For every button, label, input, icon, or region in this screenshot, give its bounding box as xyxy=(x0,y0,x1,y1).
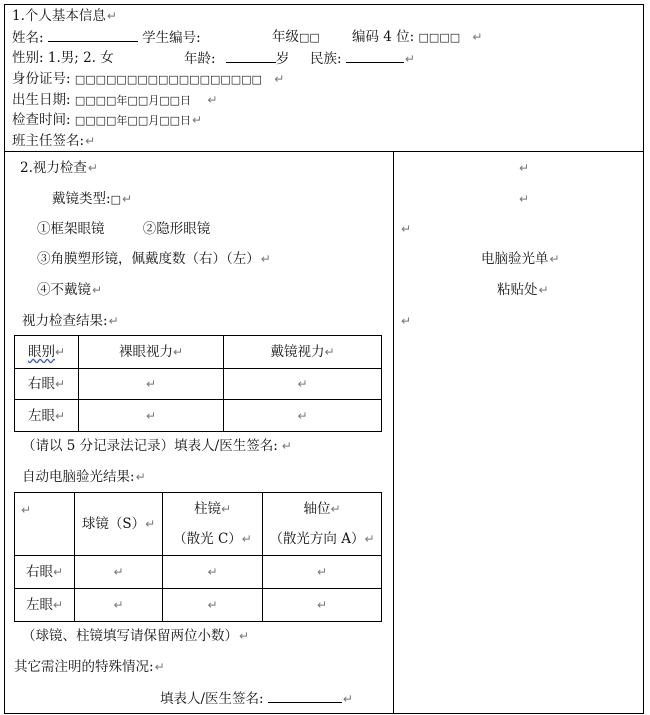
vision-cell-left-naked[interactable]: ↵ xyxy=(79,400,224,432)
name-field[interactable] xyxy=(48,28,138,42)
student-id-label: 学生编号: xyxy=(142,30,201,46)
refraction-header-row xyxy=(15,493,382,556)
vision-row-right xyxy=(15,369,382,400)
vision-header-row xyxy=(15,336,382,369)
vision-cell-left-corrected[interactable]: ↵ xyxy=(224,400,382,432)
gender-options[interactable]: 1.男; 2. 女 xyxy=(47,50,114,66)
vision-note: （请以 5 分记录法记录）填表人/医生签名: ↵ xyxy=(22,438,292,454)
exam-row: 检查时间: □□□□年□□月□□日↵ xyxy=(12,112,203,128)
age-group xyxy=(184,49,289,68)
grade-group xyxy=(272,28,320,47)
refraction-row-left xyxy=(15,589,382,622)
id-card-label: 身份证号: xyxy=(12,71,71,87)
ethnicity-field[interactable] xyxy=(346,49,404,63)
vision-cell-right-corrected[interactable]: ↵ xyxy=(224,369,382,400)
vision-header-naked: 裸眼视力↵ xyxy=(79,336,224,369)
special-row: 其它需注明的特殊情况:↵ xyxy=(14,659,165,675)
name-row xyxy=(12,28,201,47)
paste-return-2: ↵ xyxy=(519,192,530,206)
paste-area-line1: 电脑验光单↵ xyxy=(481,251,560,267)
refraction-row-label: 右眼↵ xyxy=(15,556,75,589)
age-field[interactable] xyxy=(226,49,276,63)
teacher-sign-row: 班主任签名:↵ xyxy=(12,133,96,149)
age-label: 年龄: xyxy=(184,51,216,67)
section1-title: 1.个人基本信息↵ xyxy=(12,8,117,24)
refraction-header-axis: 轴位↵ （散光方向 A）↵ xyxy=(263,493,382,556)
refraction-label: 自动电脑验光结果:↵ xyxy=(22,469,146,485)
filler-sign-label: 填表人/医生签名: xyxy=(160,691,264,707)
ethnicity-group: 民族: ↵ xyxy=(310,51,415,67)
paste-return-3: ↵ xyxy=(401,222,412,236)
exam-value[interactable]: □□□□年□□月□□日 xyxy=(74,114,192,127)
refraction-note: （球镜、柱镜填写请保留两位小数）↵ xyxy=(22,628,250,644)
age-unit: 岁 xyxy=(275,51,290,67)
refraction-cell-left-axis[interactable]: ↵ xyxy=(263,589,382,622)
paste-area-line2: 粘贴处↵ xyxy=(497,282,549,298)
birth-value[interactable]: □□□□年□□月□□日 xyxy=(74,94,192,107)
lens-type-box[interactable]: □ xyxy=(110,193,121,206)
refraction-cell-right-sphere[interactable]: ↵ xyxy=(75,556,163,589)
gender-label: 性别: xyxy=(12,50,44,66)
refraction-cell-right-axis[interactable]: ↵ xyxy=(263,556,382,589)
code-label: 编码 4 位: xyxy=(352,29,415,45)
section2-title: 2.视力检查↵ xyxy=(20,160,98,176)
birth-row: 出生日期: □□□□年□□月□□日 ↵ xyxy=(12,92,218,108)
id-card-row: 身份证号: □□□□□□□□□□□□□□□□□□ ↵ xyxy=(12,71,285,87)
refraction-header-corner: ↵ xyxy=(15,493,75,556)
vision-result-label: 视力检查结果:↵ xyxy=(22,313,119,329)
refraction-table xyxy=(14,492,382,622)
refraction-cell-left-cylinder[interactable]: ↵ xyxy=(163,589,263,622)
ethnicity-label: 民族: xyxy=(310,51,342,67)
vision-cell-right-naked[interactable]: ↵ xyxy=(79,369,224,400)
birth-label: 出生日期: xyxy=(12,92,71,108)
column-divider xyxy=(393,151,394,714)
refraction-row-label: 左眼↵ xyxy=(15,589,75,622)
refraction-header-sphere: 球镜（S）↵ xyxy=(75,493,163,556)
lens-type-label: 戴镜类型: xyxy=(52,191,111,207)
exam-label: 检查时间: xyxy=(12,112,71,128)
filler-sign-field[interactable] xyxy=(268,689,342,703)
lens-option-contact[interactable]: ②隐形眼镜 xyxy=(142,221,211,237)
paste-return-4: ↵ xyxy=(401,314,412,328)
vision-row-left xyxy=(15,400,382,432)
vision-row-label: 右眼↵ xyxy=(15,369,79,400)
lens-option-ortho: ③角膜塑形镜，佩戴度数（右）（左）↵ xyxy=(37,251,271,267)
id-card-boxes[interactable]: □□□□□□□□□□□□□□□□□□ xyxy=(74,73,262,86)
lens-options-row xyxy=(37,220,210,238)
filler-sign-row: 填表人/医生签名: ↵ xyxy=(160,691,353,707)
code-boxes[interactable]: □□□□ xyxy=(418,31,461,44)
refraction-cell-left-sphere[interactable]: ↵ xyxy=(75,589,163,622)
vision-header-corrected: 戴镜视力↵ xyxy=(224,336,382,369)
lens-option-frame[interactable]: ①框架眼镜 xyxy=(37,221,105,237)
refraction-cell-right-cylinder[interactable]: ↵ xyxy=(163,556,263,589)
vision-row-label: 左眼↵ xyxy=(15,400,79,432)
lens-option-none: ④不戴镜↵ xyxy=(37,282,103,298)
gender-row xyxy=(12,49,114,67)
refraction-row-right xyxy=(15,556,382,589)
refraction-header-cylinder: 柱镜↵ （散光 C）↵ xyxy=(163,493,263,556)
vision-table xyxy=(14,335,382,432)
teacher-sign-label: 班主任签名: xyxy=(12,133,85,149)
grade-label: 年级 xyxy=(272,29,299,45)
grade-boxes[interactable]: □□ xyxy=(299,31,320,44)
name-label: 姓名: xyxy=(12,30,44,46)
paste-return-1: ↵ xyxy=(519,161,530,175)
lens-type-row: 戴镜类型:□↵ xyxy=(52,191,133,207)
code-group: 编码 4 位: □□□□ ↵ xyxy=(352,29,483,45)
vision-header-eye: 眼别↵ xyxy=(15,336,79,369)
